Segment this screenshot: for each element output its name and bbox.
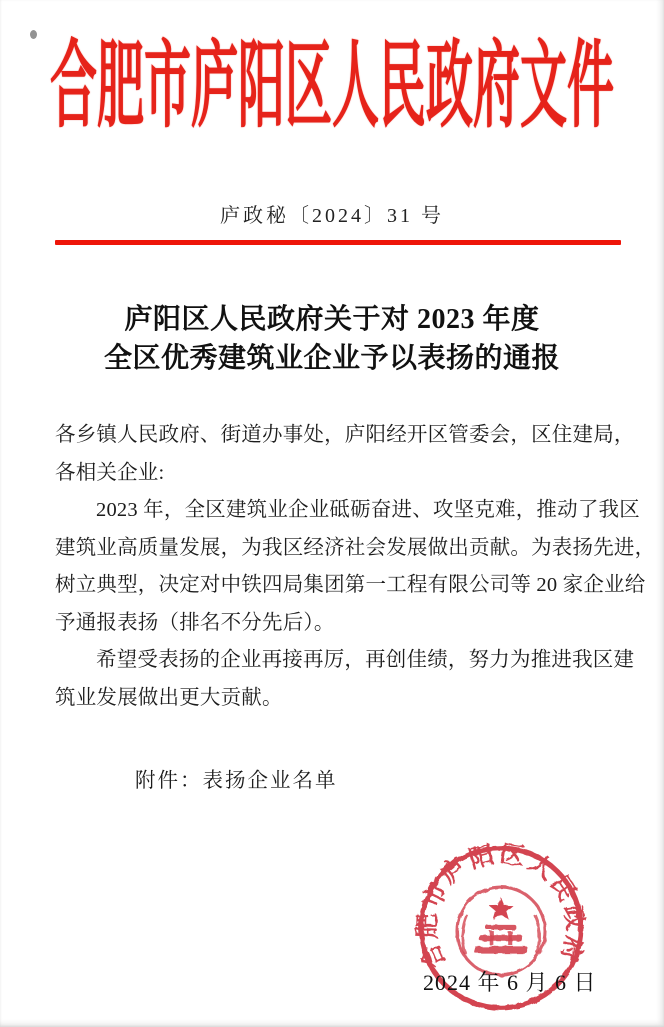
document-title (0, 300, 664, 378)
text-line: 各乡镇人民政府、街道办事处，庐阳经开区管委会，区住建局， (55, 424, 635, 446)
document-body (55, 417, 656, 717)
text-line: 予通报表扬（排名不分先后）。 (55, 611, 335, 634)
document-number: 庐政秘〔2024〕31 号 (220, 205, 444, 227)
text-line: 希望受表扬的企业再接再厉，再创佳绩，努力为推进我区建 (96, 649, 635, 671)
seal-circular-text: 合肥市庐阳区人民政府 (414, 841, 588, 973)
issue-date: 2024 年 6 月 6 日 (423, 970, 597, 995)
masthead-title: 合肥市庐阳区人民政府文件 (50, 34, 614, 140)
red-divider-rule (55, 240, 621, 245)
body-paragraph-2 (55, 642, 635, 717)
body-paragraph-1 (55, 492, 656, 642)
text-line: 树立典型，决定对中铁四局集团第一工程有限公司等 20 家企业给 (55, 574, 646, 596)
red-masthead (0, 22, 664, 140)
document-title-line2: 全区优秀建筑业企业予以表扬的通报 (103, 343, 560, 374)
seal-national-emblem (457, 887, 545, 975)
attachment-note: 附件：表扬企业名单 (135, 770, 338, 792)
document-title-line1: 庐阳区人民政府关于对 2023 年度 (124, 304, 540, 335)
text-line: 2023 年，全区建筑业企业砥砺奋进、攻坚克难，推动了我区 (96, 499, 640, 521)
salutation-paragraph (55, 417, 635, 492)
text-line: 筑业发展做出更大贡献。 (55, 686, 283, 709)
text-line: 各相关企业: (55, 461, 165, 484)
text-line: 建筑业高质量发展，为我区经济社会发展做出贡献。为表扬先进， (55, 536, 656, 559)
